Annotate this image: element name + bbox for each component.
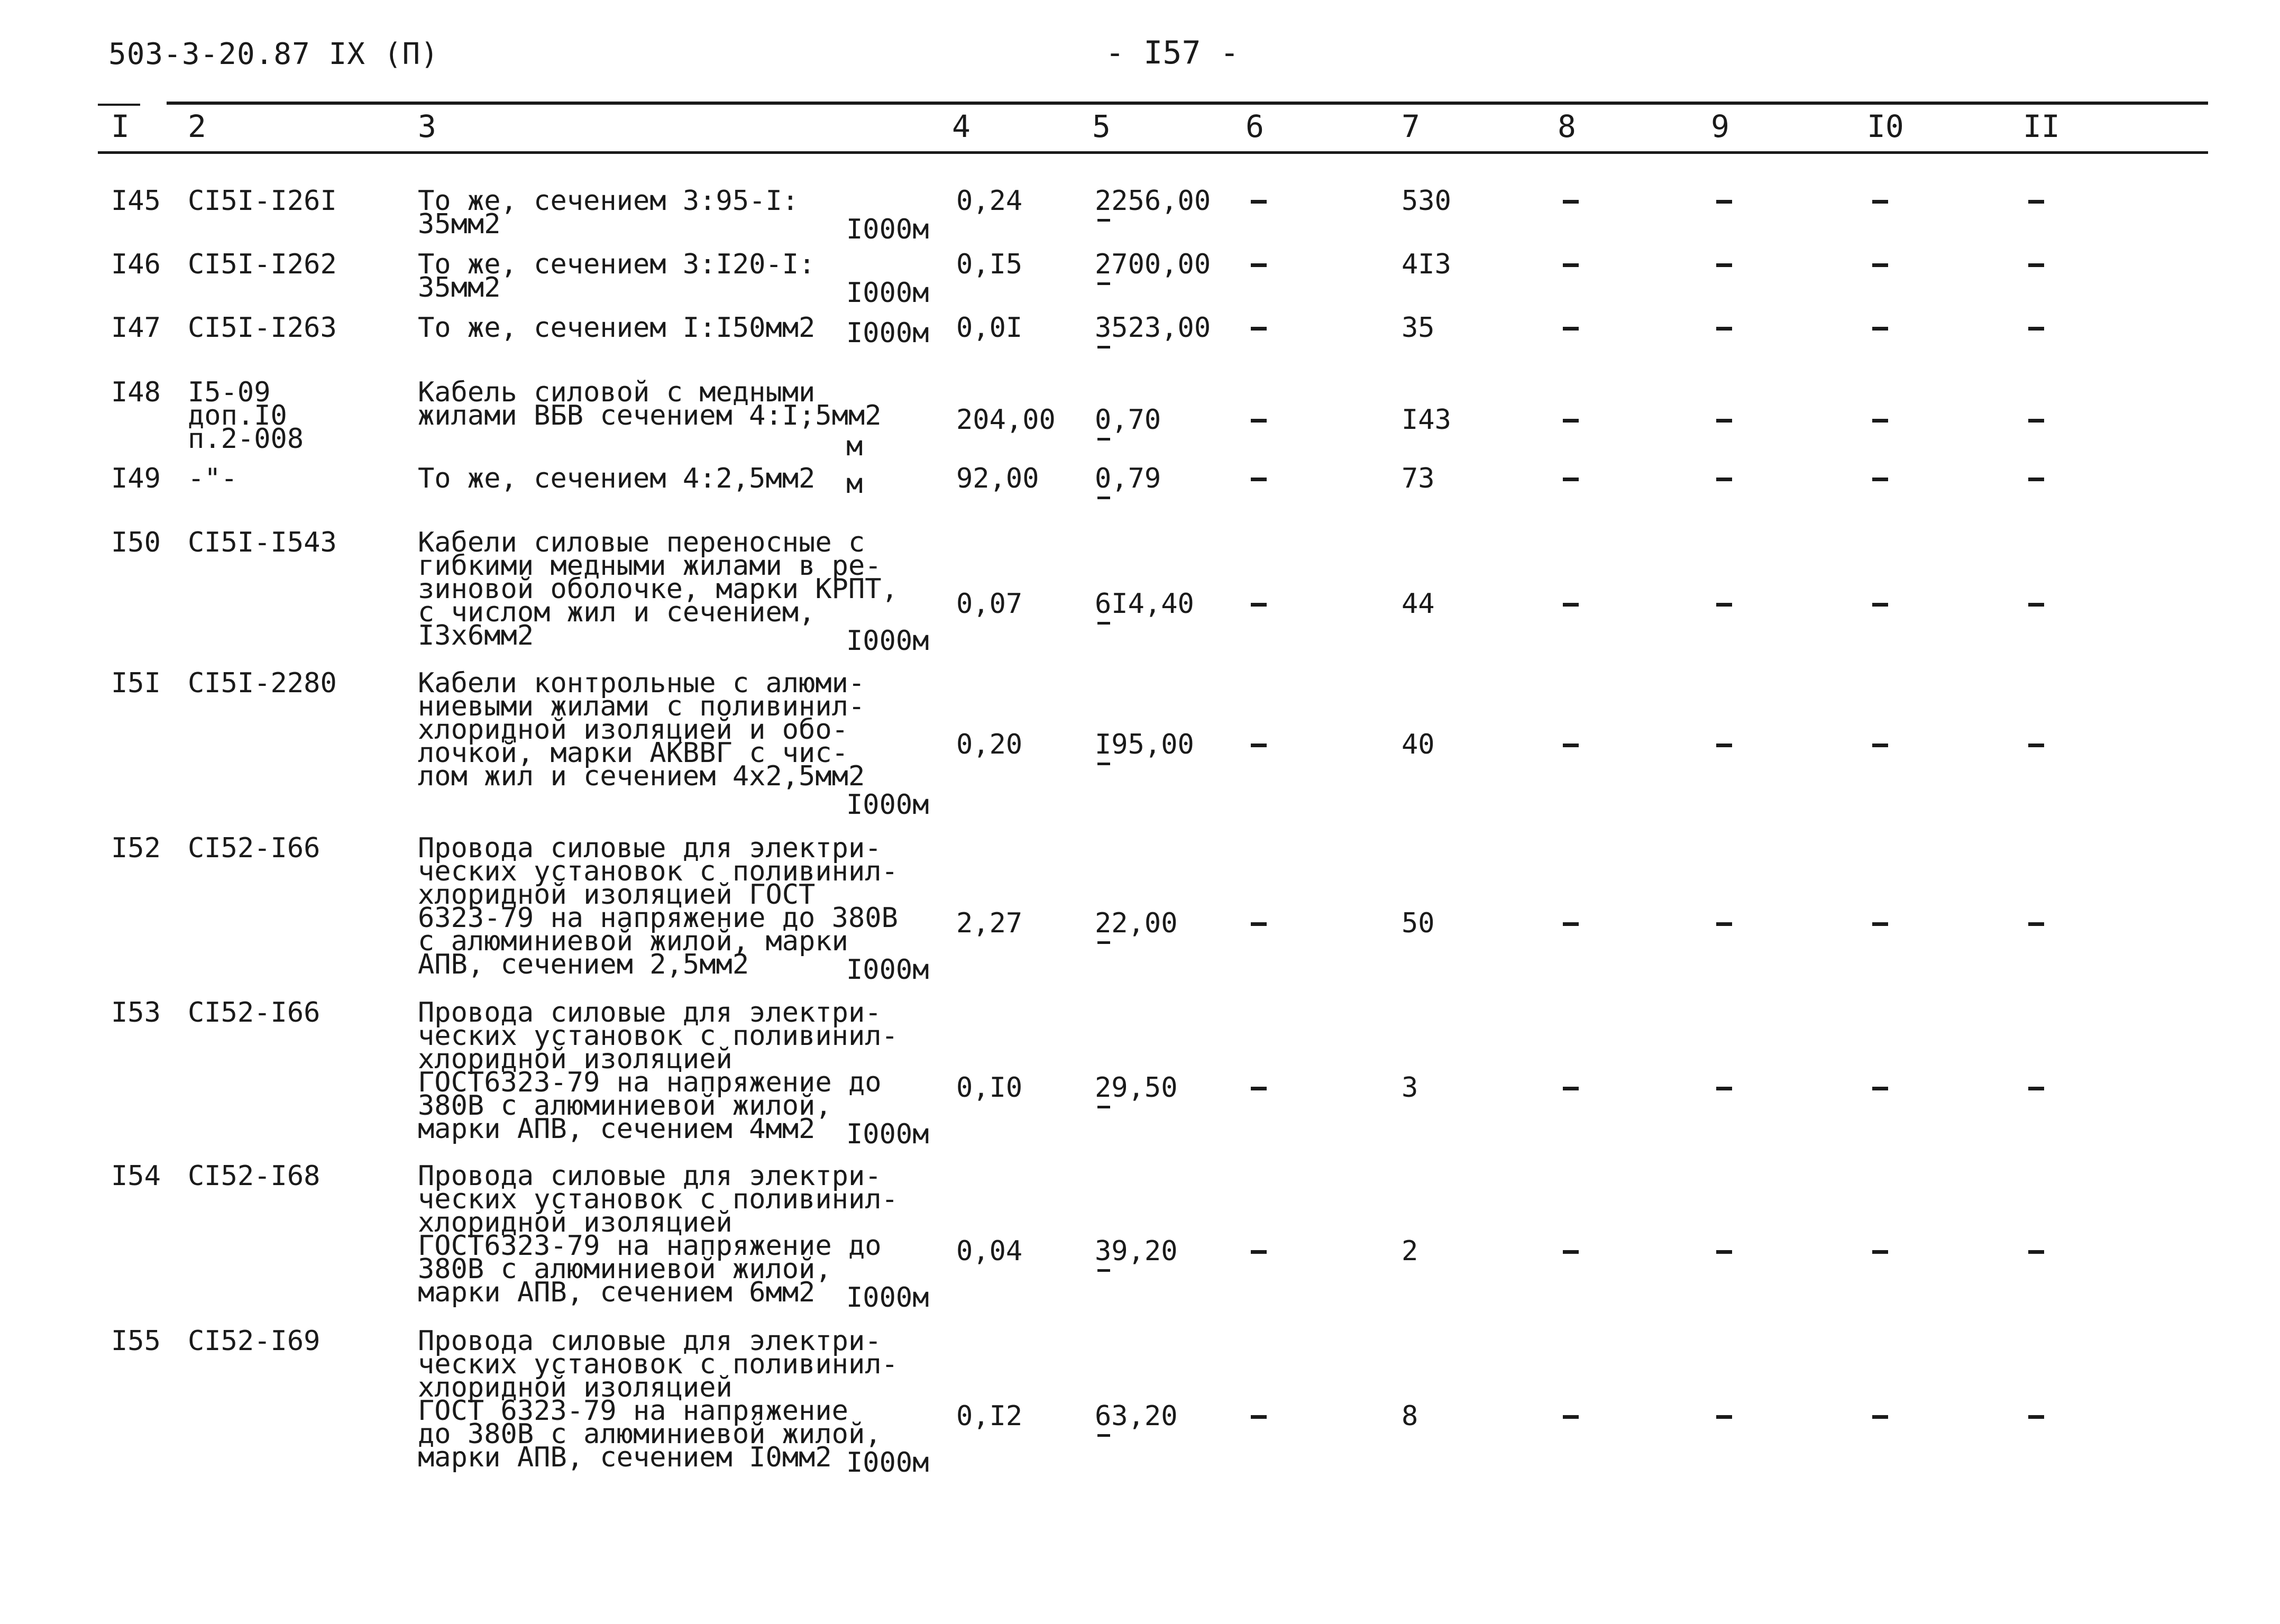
col11-dash bbox=[2028, 603, 2044, 607]
total-value: 3 bbox=[1402, 1072, 1418, 1104]
col10-dash bbox=[1872, 200, 1888, 204]
col10-dash bbox=[1872, 327, 1888, 331]
col10-dash bbox=[1872, 1415, 1888, 1419]
column-header-5: 5 bbox=[1092, 108, 1111, 144]
sub-value-dash bbox=[1097, 763, 1110, 765]
total-value: 2 bbox=[1402, 1235, 1418, 1267]
col11-dash bbox=[2028, 200, 2044, 204]
col11-dash bbox=[2028, 478, 2044, 481]
page-number: - I57 - bbox=[1105, 34, 1239, 71]
col10-dash bbox=[1872, 1087, 1888, 1090]
col10-dash bbox=[1872, 1250, 1888, 1254]
col11-dash bbox=[2028, 419, 2044, 423]
col6-dash bbox=[1251, 419, 1267, 423]
unit-price-value: 3523,00 bbox=[1095, 312, 1211, 344]
rate-code: -"- bbox=[188, 463, 237, 494]
quantity-value: 0,24 bbox=[956, 185, 1023, 217]
total-value: 50 bbox=[1402, 907, 1435, 939]
total-value: 40 bbox=[1402, 729, 1435, 760]
sub-value-dash bbox=[1097, 438, 1110, 441]
unit-price-value: 2700,00 bbox=[1095, 249, 1211, 280]
sub-value-dash bbox=[1097, 1269, 1110, 1272]
measure-unit: I000м bbox=[846, 214, 929, 245]
total-value: 4I3 bbox=[1402, 249, 1451, 280]
col9-dash bbox=[1716, 922, 1732, 926]
measure-unit: I000м bbox=[846, 1447, 929, 1479]
col6-dash bbox=[1251, 1250, 1267, 1254]
item-description: Провода силовые для электри- ческих установок с поливинил- хлоридной изоляцией ГОСТ6323-79 на напряжение до 380В с алюминиевой жилой, марки АПВ, сечением 4мм2 bbox=[418, 997, 898, 1145]
row-number: I50 bbox=[111, 527, 161, 558]
header-rule-bottom bbox=[98, 151, 2208, 154]
col8-dash bbox=[1563, 419, 1579, 423]
col8-dash bbox=[1563, 200, 1579, 204]
col9-dash bbox=[1716, 1087, 1732, 1090]
item-description: Провода силовые для электри- ческих установок с поливинил- хлоридной изоляцией ГОСТ 6323-79 на напряжение до 380В с алюминиевой жилой, марки АПВ, сечением I0мм2 bbox=[418, 1325, 898, 1473]
item-description: Провода силовые для электри- ческих установок с поливинил- хлоридной изоляцией ГОСТ6323-79 на напряжение до 380В с алюминиевой жилой, марки АПВ, сечением 6мм2 bbox=[418, 1160, 898, 1308]
col8-dash bbox=[1563, 478, 1579, 481]
row-number: I47 bbox=[111, 312, 161, 344]
quantity-value: 0,I5 bbox=[956, 249, 1023, 280]
col9-dash bbox=[1716, 478, 1732, 481]
rate-code: CI52-I68 bbox=[188, 1160, 321, 1192]
column-header-9: 9 bbox=[1711, 108, 1729, 144]
col9-dash bbox=[1716, 419, 1732, 423]
col10-dash bbox=[1872, 922, 1888, 926]
row-number: I5I bbox=[111, 667, 161, 699]
col11-dash bbox=[2028, 327, 2044, 331]
measure-unit: I000м bbox=[846, 277, 929, 309]
measure-unit: I000м bbox=[846, 1282, 929, 1314]
total-value: 35 bbox=[1402, 312, 1435, 344]
column-header-11: II bbox=[2023, 108, 2060, 144]
measure-unit: I000м bbox=[846, 954, 929, 986]
measure-unit: I000м bbox=[846, 1118, 929, 1150]
col10-dash bbox=[1872, 419, 1888, 423]
col6-dash bbox=[1251, 263, 1267, 267]
unit-price-value: 0,70 bbox=[1095, 404, 1161, 436]
col11-dash bbox=[2028, 744, 2044, 747]
col10-dash bbox=[1872, 744, 1888, 747]
col6-dash bbox=[1251, 1087, 1267, 1090]
total-value: 8 bbox=[1402, 1400, 1418, 1432]
unit-price-value: 29,50 bbox=[1095, 1072, 1178, 1104]
measure-unit: м bbox=[846, 468, 863, 500]
item-description: То же, сечением 4:2,5мм2 bbox=[418, 463, 816, 494]
sub-value-dash bbox=[1097, 622, 1110, 625]
col11-dash bbox=[2028, 1250, 2044, 1254]
col6-dash bbox=[1251, 327, 1267, 331]
sub-value-dash bbox=[1097, 219, 1110, 222]
quantity-value: 0,I0 bbox=[956, 1072, 1023, 1104]
col8-dash bbox=[1563, 603, 1579, 607]
col9-dash bbox=[1716, 744, 1732, 747]
rate-code: CI52-I69 bbox=[188, 1325, 321, 1357]
row-number: I55 bbox=[111, 1325, 161, 1357]
unit-price-value: 0,79 bbox=[1095, 463, 1161, 494]
item-description: Кабели силовые переносные с гибкими медными жилами в ре- зиновой оболочке, марки КРПТ, с числом жил и сечением, I3х6мм2 bbox=[418, 527, 898, 652]
rate-code: CI5I-I26I bbox=[188, 185, 337, 217]
total-value: I43 bbox=[1402, 404, 1451, 436]
measure-unit: I000м bbox=[846, 789, 929, 821]
quantity-value: 92,00 bbox=[956, 463, 1039, 494]
quantity-value: 2,27 bbox=[956, 907, 1023, 939]
unit-price-value: 6I4,40 bbox=[1095, 588, 1194, 620]
column-header-6: 6 bbox=[1246, 108, 1264, 144]
measure-unit: I000м bbox=[846, 317, 929, 349]
column-header-8: 8 bbox=[1558, 108, 1576, 144]
total-value: 530 bbox=[1402, 185, 1451, 217]
col9-dash bbox=[1716, 1250, 1732, 1254]
column-header-1: I bbox=[111, 108, 130, 144]
col6-dash bbox=[1251, 744, 1267, 747]
column-header-4: 4 bbox=[952, 108, 970, 144]
col8-dash bbox=[1563, 1087, 1579, 1090]
col6-dash bbox=[1251, 603, 1267, 607]
column-header-10: I0 bbox=[1867, 108, 1904, 144]
col8-dash bbox=[1563, 1250, 1579, 1254]
total-value: 73 bbox=[1402, 463, 1435, 494]
rate-code: CI52-I66 bbox=[188, 832, 321, 864]
unit-price-value: I95,00 bbox=[1095, 729, 1194, 760]
quantity-value: 0,I2 bbox=[956, 1400, 1023, 1432]
col8-dash bbox=[1563, 744, 1579, 747]
quantity-value: 0,04 bbox=[956, 1235, 1023, 1267]
header-rule-top bbox=[167, 102, 2208, 105]
rate-code: I5-09 доп.I0 п.2-008 bbox=[188, 377, 304, 455]
item-description: Провода силовые для электри- ческих установок с поливинил- хлоридной изоляцией ГОСТ 6323-79 на напряжение до 380В с алюминиевой жилой, марки АПВ, сечением 2,5мм2 bbox=[418, 832, 898, 980]
col11-dash bbox=[2028, 1415, 2044, 1419]
col8-dash bbox=[1563, 1415, 1579, 1419]
total-value: 44 bbox=[1402, 588, 1435, 620]
rate-code: CI5I-I262 bbox=[188, 249, 337, 280]
header-rule-short bbox=[98, 104, 140, 106]
quantity-value: 0,0I bbox=[956, 312, 1023, 344]
col10-dash bbox=[1872, 478, 1888, 481]
sub-value-dash bbox=[1097, 941, 1110, 944]
col8-dash bbox=[1563, 327, 1579, 331]
col9-dash bbox=[1716, 603, 1732, 607]
col9-dash bbox=[1716, 200, 1732, 204]
item-description: Кабели контрольные с алюми- ниевыми жилами с поливинил- хлоридной изоляцией и обо- лочкой, марки АКВВГ с чис- лом жил и сечением 4х2,5мм2 bbox=[418, 667, 865, 792]
col9-dash bbox=[1716, 327, 1732, 331]
row-number: I46 bbox=[111, 249, 161, 280]
row-number: I49 bbox=[111, 463, 161, 494]
rate-code: CI5I-I263 bbox=[188, 312, 337, 344]
item-description: То же, сечением I:I50мм2 bbox=[418, 312, 816, 344]
row-number: I52 bbox=[111, 832, 161, 864]
unit-price-value: 2256,00 bbox=[1095, 185, 1211, 217]
column-header-2: 2 bbox=[188, 108, 206, 144]
col8-dash bbox=[1563, 263, 1579, 267]
item-description: То же, сечением 3:I20-I: 35мм2 bbox=[418, 249, 816, 304]
col9-dash bbox=[1716, 1415, 1732, 1419]
rate-code: CI5I-2280 bbox=[188, 667, 337, 699]
rate-code: CI5I-I543 bbox=[188, 527, 337, 558]
document-code: 503-3-20.87 IX (П) bbox=[108, 37, 439, 71]
column-header-7: 7 bbox=[1402, 108, 1420, 144]
item-description: Кабель силовой с медными жилами ВБВ сечением 4:I;5мм2 bbox=[418, 377, 882, 432]
row-number: I45 bbox=[111, 185, 161, 217]
sub-value-dash bbox=[1097, 282, 1110, 285]
column-header-3: 3 bbox=[418, 108, 436, 144]
sub-value-dash bbox=[1097, 1434, 1110, 1437]
measure-unit: м bbox=[846, 430, 863, 462]
row-number: I54 bbox=[111, 1160, 161, 1192]
col10-dash bbox=[1872, 603, 1888, 607]
unit-price-value: 22,00 bbox=[1095, 907, 1178, 939]
col9-dash bbox=[1716, 263, 1732, 267]
col11-dash bbox=[2028, 922, 2044, 926]
unit-price-value: 39,20 bbox=[1095, 1235, 1178, 1267]
sub-value-dash bbox=[1097, 346, 1110, 348]
col11-dash bbox=[2028, 1087, 2044, 1090]
col6-dash bbox=[1251, 1415, 1267, 1419]
rate-code: CI52-I66 bbox=[188, 997, 321, 1029]
sub-value-dash bbox=[1097, 497, 1110, 499]
item-description: То же, сечением 3:95-I: 35мм2 bbox=[418, 185, 799, 240]
col6-dash bbox=[1251, 922, 1267, 926]
measure-unit: I000м bbox=[846, 625, 929, 657]
quantity-value: 0,20 bbox=[956, 729, 1023, 760]
row-number: I53 bbox=[111, 997, 161, 1029]
col10-dash bbox=[1872, 263, 1888, 267]
quantity-value: 0,07 bbox=[956, 588, 1023, 620]
unit-price-value: 63,20 bbox=[1095, 1400, 1178, 1432]
sub-value-dash bbox=[1097, 1106, 1110, 1108]
row-number: I48 bbox=[111, 377, 161, 408]
col11-dash bbox=[2028, 263, 2044, 267]
col6-dash bbox=[1251, 200, 1267, 204]
quantity-value: 204,00 bbox=[956, 404, 1056, 436]
col8-dash bbox=[1563, 922, 1579, 926]
col6-dash bbox=[1251, 478, 1267, 481]
